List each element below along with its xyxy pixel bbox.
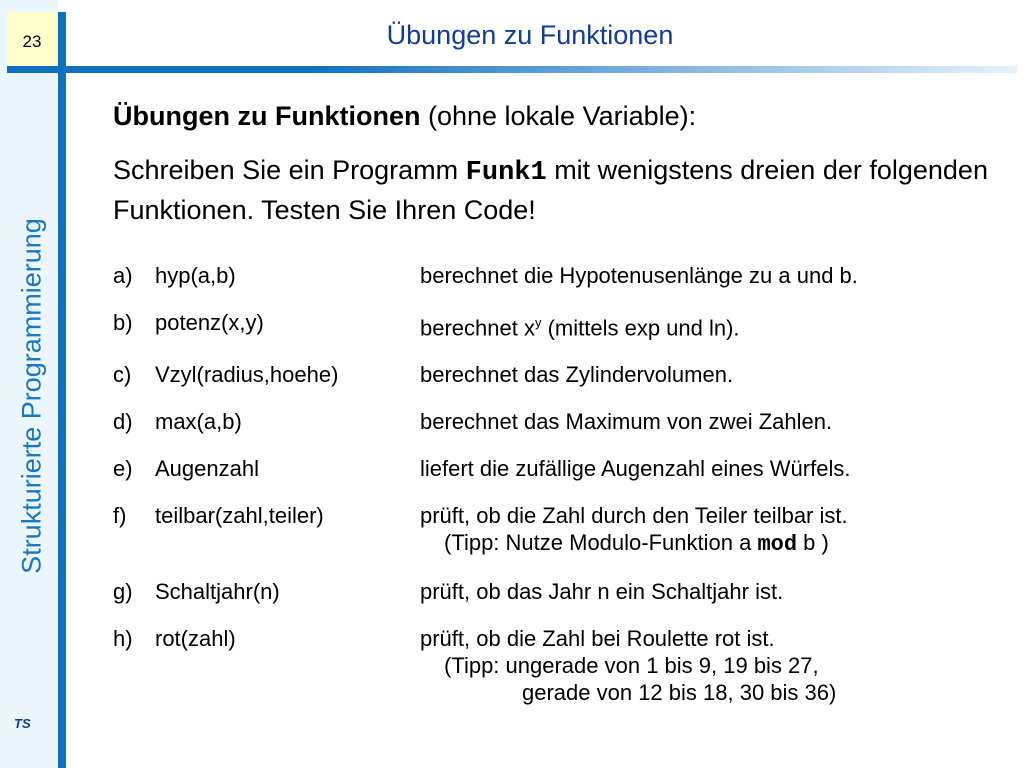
task-description: berechnet die Hypotenusenlänge zu a und b. [420,263,858,288]
task-function: Vzyl(radius,hoehe) [155,362,339,388]
task-item-e [113,455,1003,482]
sidebar-title: Strukturierte Programmierung [16,218,47,574]
task-description: berechnet das Zylindervolumen. [420,362,734,388]
task-function: rot(zahl) [155,626,236,652]
task-letter: h) [113,626,133,652]
task-letter: e) [113,456,133,482]
tipp-line-2: gerade von 12 bis 18, 30 bis 36) [522,680,837,706]
task-letter: f) [113,503,127,529]
slide-number [7,12,57,72]
task-item-h [113,625,1003,706]
tipp-pre: (Tipp: Nutze Modulo-Funktion a [444,530,758,556]
task-letter: g) [113,579,133,605]
task-item-f [113,502,1003,558]
task-letter: c) [113,362,132,388]
task-description: liefert die zufällige Augenzahl eines Würfels. [420,456,851,482]
intro-text [113,152,1003,229]
task-description: prüft, ob das Jahr n ein Schaltjahr ist. [420,579,784,605]
task-function: Augenzahl [155,456,259,482]
intro-part2: mit wenigstens dreien der folgenden Funktionen. Testen Sie Ihren Code! [113,155,988,225]
task-item-a [113,262,1003,289]
task-letter: a) [113,263,133,288]
desc-post: (mittels exp und ln). [541,315,740,341]
program-name-code: Funk1 [465,158,547,188]
desc-superscript: y [534,315,542,330]
task-description: berechnet das Maximum von zwei Zahlen. [420,409,833,435]
vertical-divider [58,12,66,768]
task-function: Schaltjahr(n) [155,579,280,605]
task-item-c [113,361,1003,388]
task-item-d [113,408,1003,435]
task-function: potenz(x,y) [155,310,264,335]
main-content [113,96,1003,229]
slide-number-text: 23 [22,32,42,51]
task-item-g [113,578,1003,605]
heading-bold: Übungen zu Funktionen [113,101,421,131]
desc-line: prüft, ob die Zahl bei Roulette rot ist. [420,626,775,652]
task-description [420,625,1003,706]
task-letter: d) [113,409,133,435]
tipp-code: mod [757,532,798,558]
intro-part1: Schreiben Sie ein Programm [113,155,466,185]
task-description [420,502,1003,558]
task-letter: b) [113,310,133,335]
desc-line: prüft, ob die Zahl durch den Teiler teilbar ist. [420,503,848,529]
desc-pre: berechnet x [420,315,535,341]
heading-normal: (ohne lokale Variable): [420,101,697,131]
tipp-line [420,529,1003,558]
horizontal-divider [7,66,1017,73]
section-heading [113,96,1003,136]
task-function: teilbar(zahl,teiler) [155,503,324,529]
tipp-line-1: (Tipp: ungerade von 1 bis 9, 19 bis 27, [444,653,819,679]
task-function: hyp(a,b) [155,263,236,288]
logo: TS [14,716,31,731]
tipp-post: b ) [797,530,829,556]
task-function: max(a,b) [155,409,242,435]
task-list [113,262,1003,726]
task-description [420,309,1003,341]
page-title: Übungen zu Funktionen [386,20,674,50]
task-item-b [113,309,1003,341]
